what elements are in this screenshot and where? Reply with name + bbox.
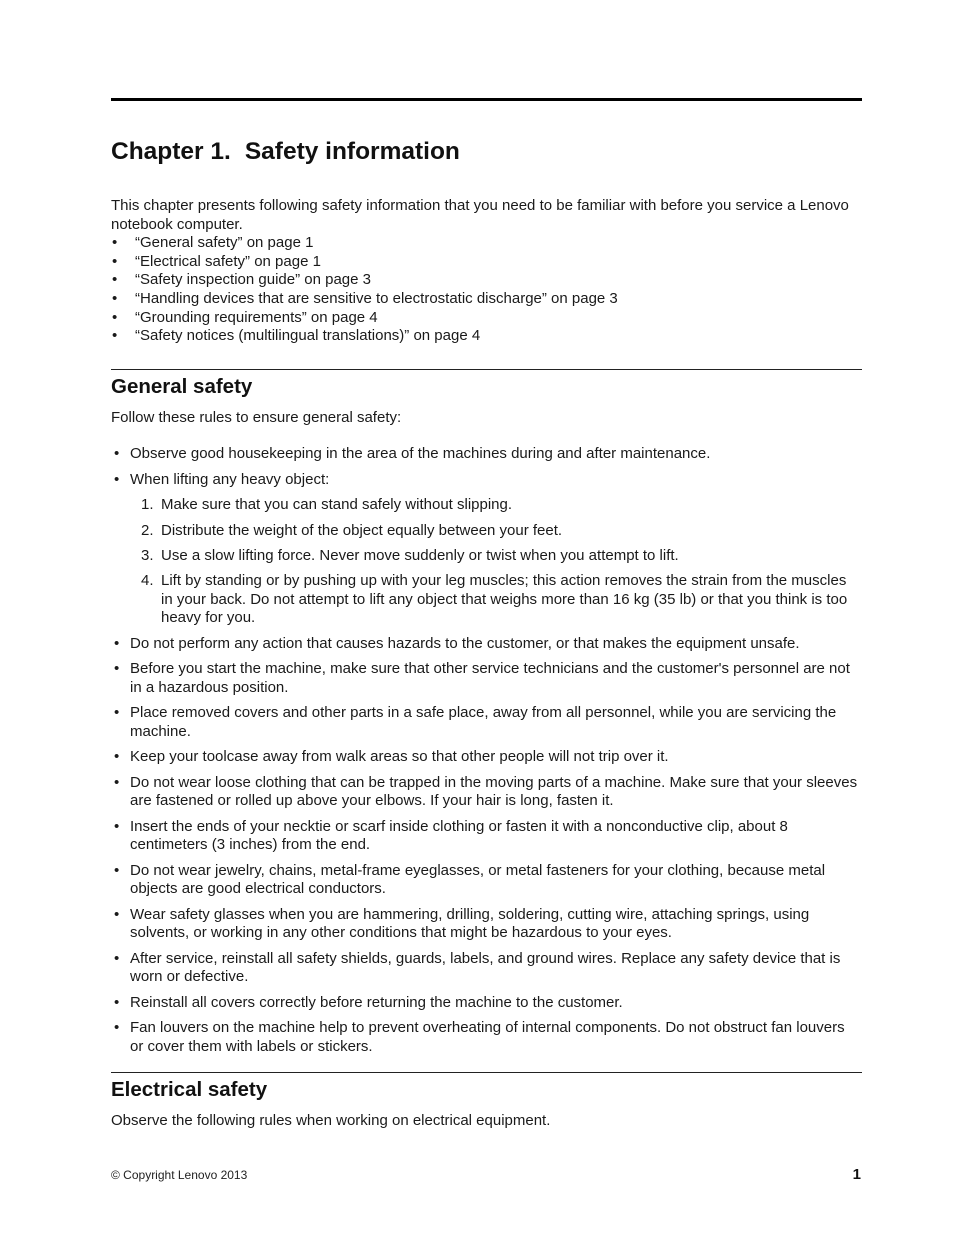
list-item: • Do not wear loose clothing that can be trapped in the moving parts of a machine. Make sure that your sleeves are fastened or rolled up above your elbows. If your hair is long, fasten it. (111, 774, 862, 811)
step-number: 1. (141, 496, 154, 514)
section-link-safety-notices[interactable]: • “Safety notices (multilingual translations)” on page 4 (111, 327, 862, 346)
list-item: • Before you start the machine, make sure that other service technicians and the customer's personnel are not in a hazardous position. (111, 660, 862, 697)
lifting-step (130, 572, 862, 628)
list-item: • Observe good housekeeping in the area of the machines during and after maintenance. (111, 445, 862, 464)
section-link-safety-inspection-guide[interactable]: • “Safety inspection guide” on page 3 (111, 271, 862, 290)
lifting-step (130, 496, 862, 515)
list-item: • Place removed covers and other parts in a safe place, away from all personnel, while you are servicing the machine. (111, 704, 862, 741)
step-text: Make sure that you can stand safely without slipping. (161, 496, 513, 514)
step-text: Lift by standing or by pushing up with your leg muscles; this action removes the strain from the muscles in your back. Do not attempt to lift any object that weighs more than 16 kg (35 lb) or that you think is too heavy for you. (161, 572, 848, 627)
list-item: • Wear safety glasses when you are hammering, drilling, soldering, cutting wire, attaching springs, using solvents, or working in any other conditions that might be hazardous to your eyes. (111, 906, 862, 943)
page-number: 1 (852, 1166, 861, 1183)
chapter-title (111, 137, 862, 167)
general-safety-rules (111, 445, 862, 1056)
list-item: • After service, reinstall all safety shields, guards, labels, and ground wires. Replace any safety device that is worn or defective. (111, 950, 862, 987)
section-link-general-safety[interactable]: • “General safety” on page 1 (111, 234, 862, 253)
step-number: 4. (141, 572, 154, 590)
lifting-step (130, 522, 862, 541)
general-safety-lead: Follow these rules to ensure general safety: (111, 408, 402, 426)
intro-paragraph: This chapter presents following safety information that you need to be familiar with before you service a Lenovo notebook computer. (111, 197, 849, 233)
lifting-intro: When lifting any heavy object: (130, 470, 330, 488)
step-number: 3. (141, 546, 154, 564)
section-divider (111, 1072, 862, 1073)
list-item: • Do not perform any action that causes hazards to the customer, or that makes the equipment unsafe. (111, 635, 862, 654)
copyright-notice: © Copyright Lenovo 2013 (111, 1168, 248, 1182)
section-link-list (111, 234, 862, 346)
page-content (111, 98, 862, 1131)
step-number: 2. (141, 521, 154, 539)
list-item: • Insert the ends of your necktie or scarf inside clothing or fasten it with a nonconductive clip, about 8 centimeters (3 inches) from the end. (111, 818, 862, 855)
list-item: • Fan louvers on the machine help to prevent overheating of internal components. Do not obstruct fan louvers or cover them with labels or stickers. (111, 1019, 862, 1056)
section-title-general-safety: General safety (111, 374, 253, 398)
list-item: • Keep your toolcase away from walk areas so that other people will not trip over it. (111, 748, 862, 767)
section-link-grounding-requirements[interactable]: • “Grounding requirements” on page 4 (111, 309, 862, 328)
chapter-top-rule (111, 98, 862, 101)
list-item: • Do not wear jewelry, chains, metal-frame eyeglasses, or metal fasteners for your clothing, because metal objects are good electrical conductors. (111, 862, 862, 899)
chapter-title-text: Safety information (244, 138, 460, 165)
step-text: Use a slow lifting force. Never move suddenly or twist when you attempt to lift. (161, 546, 679, 564)
electrical-safety-lead: Observe the following rules when working on electrical equipment. (111, 1112, 551, 1130)
chapter-number: Chapter 1. (111, 138, 231, 165)
lifting-step (130, 547, 862, 566)
section-link-electrical-safety[interactable]: • “Electrical safety” on page 1 (111, 253, 862, 272)
chapter-intro (111, 197, 862, 346)
section-link-esd-handling[interactable]: • “Handling devices that are sensitive to electrostatic discharge” on page 3 (111, 290, 862, 309)
lifting-steps (130, 496, 862, 628)
section-divider (111, 369, 862, 370)
step-text: Distribute the weight of the object equally between your feet. (161, 521, 563, 539)
section-title-electrical-safety: Electrical safety (111, 1078, 268, 1102)
list-item: • Reinstall all covers correctly before returning the machine to the customer. (111, 994, 862, 1013)
list-item-lifting (111, 471, 862, 628)
